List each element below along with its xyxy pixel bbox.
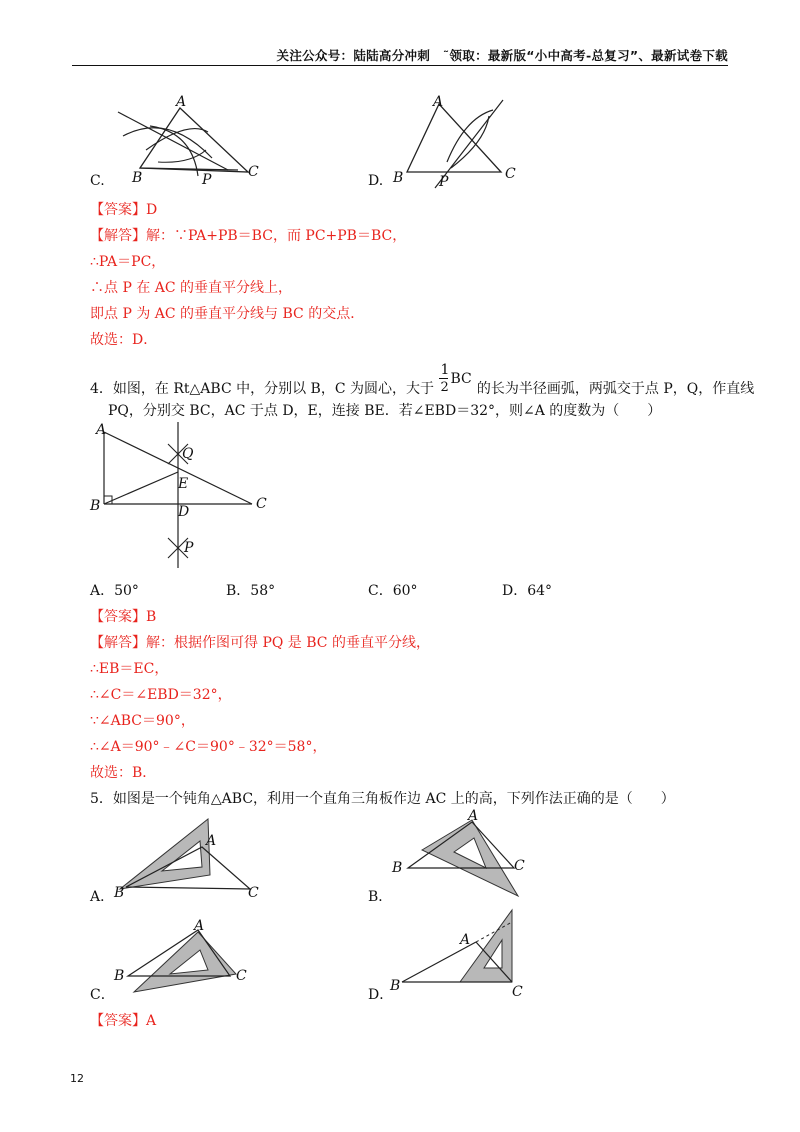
q4-solution-3: ∴∠C＝∠EBD＝32°， bbox=[90, 687, 232, 703]
q4-stem-part-b: 的长为半径画弧，两弧交于点 P，Q，作直线 bbox=[476, 381, 755, 397]
page-header: 关注公众号：陆陆高分冲刺 ˜领取：最新版“小中高考-总复习”、最新试卷下载 bbox=[276, 48, 728, 63]
q5-stem: 5．如图是一个钝角△ABC，利用一个直角三角板作边 AC 上的高，下列作法正确的是（ ） bbox=[90, 791, 675, 807]
fig-d-label-b: B bbox=[393, 170, 404, 186]
q5c-label-b: B bbox=[114, 968, 125, 984]
q3-solution-5: 故选：D． bbox=[90, 332, 158, 348]
q5-figure-c bbox=[110, 918, 270, 998]
q5a-label-c: C bbox=[248, 885, 259, 900]
q5-option-b-label: B． bbox=[368, 889, 393, 905]
q4-label-p: P bbox=[184, 540, 194, 556]
q4-solution-2: ∴EB＝EC， bbox=[90, 661, 169, 677]
q4-label-b: B bbox=[90, 498, 101, 514]
q3-solution-3: ∴点 P 在 AC 的垂直平分线上， bbox=[90, 280, 293, 296]
q5d-label-c: C bbox=[512, 984, 523, 1000]
q4-label-d: D bbox=[178, 504, 190, 520]
q5-option-d-label: D． bbox=[368, 987, 394, 1003]
q5-answer: 【答案】A bbox=[90, 1013, 157, 1029]
q4-stem-part-a: 4．如图，在 Rt△ABC 中，分别以 B，C 为圆心，大于 bbox=[90, 381, 435, 397]
q4-option-a: A．50° bbox=[90, 583, 139, 599]
fig-d-label-a: A bbox=[433, 94, 444, 110]
fig-d-label-p: P bbox=[439, 174, 449, 190]
q4-solution-6: 故选：B． bbox=[90, 765, 157, 781]
q5-figure-a bbox=[110, 815, 280, 900]
q5b-label-b: B bbox=[392, 860, 403, 876]
fig-c-label-a: A bbox=[176, 94, 187, 110]
q3-solution-2: ∴PA＝PC， bbox=[90, 254, 166, 270]
q4-label-a: A bbox=[96, 422, 107, 438]
q3-option-c-label: C. bbox=[90, 173, 105, 189]
q4-label-e: E bbox=[178, 476, 189, 492]
page-number: 12 bbox=[70, 1072, 84, 1085]
q5b-label-c: C bbox=[514, 858, 525, 874]
q5-figure-d bbox=[388, 906, 548, 1001]
q5b-label-a: A bbox=[468, 808, 479, 824]
q5-option-a-label: A． bbox=[90, 889, 115, 905]
q5-figure-b bbox=[388, 808, 548, 903]
q3-solution-1: 【解答】解：∵PA+PB＝BC，而 PC+PB＝BC， bbox=[90, 228, 407, 244]
q3-option-d-label: D. bbox=[368, 173, 384, 189]
q4-solution-4: ∵∠ABC＝90°， bbox=[90, 713, 195, 729]
fig-d-label-c: C bbox=[505, 166, 516, 182]
fig-c-label-c: C bbox=[248, 164, 259, 180]
q5d-label-a: A bbox=[460, 932, 471, 948]
q4-solution-5: ∴∠A＝90°﹣∠C＝90°﹣32°＝58°， bbox=[90, 739, 327, 755]
q4-figure bbox=[88, 420, 278, 570]
q3-figure-c bbox=[88, 92, 288, 192]
fraction-numerator: 1 bbox=[440, 362, 450, 378]
fig-c-label-p: P bbox=[202, 172, 212, 188]
q5a-label-b: B bbox=[114, 885, 125, 900]
fraction-variable: BC bbox=[450, 371, 472, 387]
q4-stem-line2: PQ，分别交 BC，AC 于点 D，E，连接 BE．若∠EBD＝32°，则∠A 的度数为（ ） bbox=[108, 403, 662, 419]
q5c-label-c: C bbox=[236, 968, 247, 984]
q5-option-c-label: C． bbox=[90, 987, 115, 1003]
header-rule bbox=[72, 65, 728, 66]
q4-label-q: Q bbox=[182, 446, 194, 462]
fraction-bar bbox=[439, 378, 448, 379]
q3-solution-4: 即点 P 为 AC 的垂直平分线与 BC 的交点． bbox=[90, 306, 365, 322]
q4-solution-1: 【解答】解：根据作图可得 PQ 是 BC 的垂直平分线， bbox=[90, 635, 430, 651]
fig-c-label-b: B bbox=[132, 170, 143, 186]
q4-label-c: C bbox=[256, 496, 267, 512]
q3-answer: 【答案】D bbox=[90, 202, 158, 218]
q4-option-c: C．60° bbox=[368, 583, 418, 599]
q4-answer: 【答案】B bbox=[90, 609, 157, 625]
q4-option-b: B．58° bbox=[226, 583, 276, 599]
q3-figure-d bbox=[385, 92, 545, 192]
q5a-label-a: A bbox=[206, 833, 217, 849]
fraction-denominator: 2 bbox=[440, 380, 449, 395]
q5d-label-b: B bbox=[390, 978, 401, 994]
q4-option-d: D．64° bbox=[502, 583, 553, 599]
q5c-label-a: A bbox=[194, 918, 205, 934]
